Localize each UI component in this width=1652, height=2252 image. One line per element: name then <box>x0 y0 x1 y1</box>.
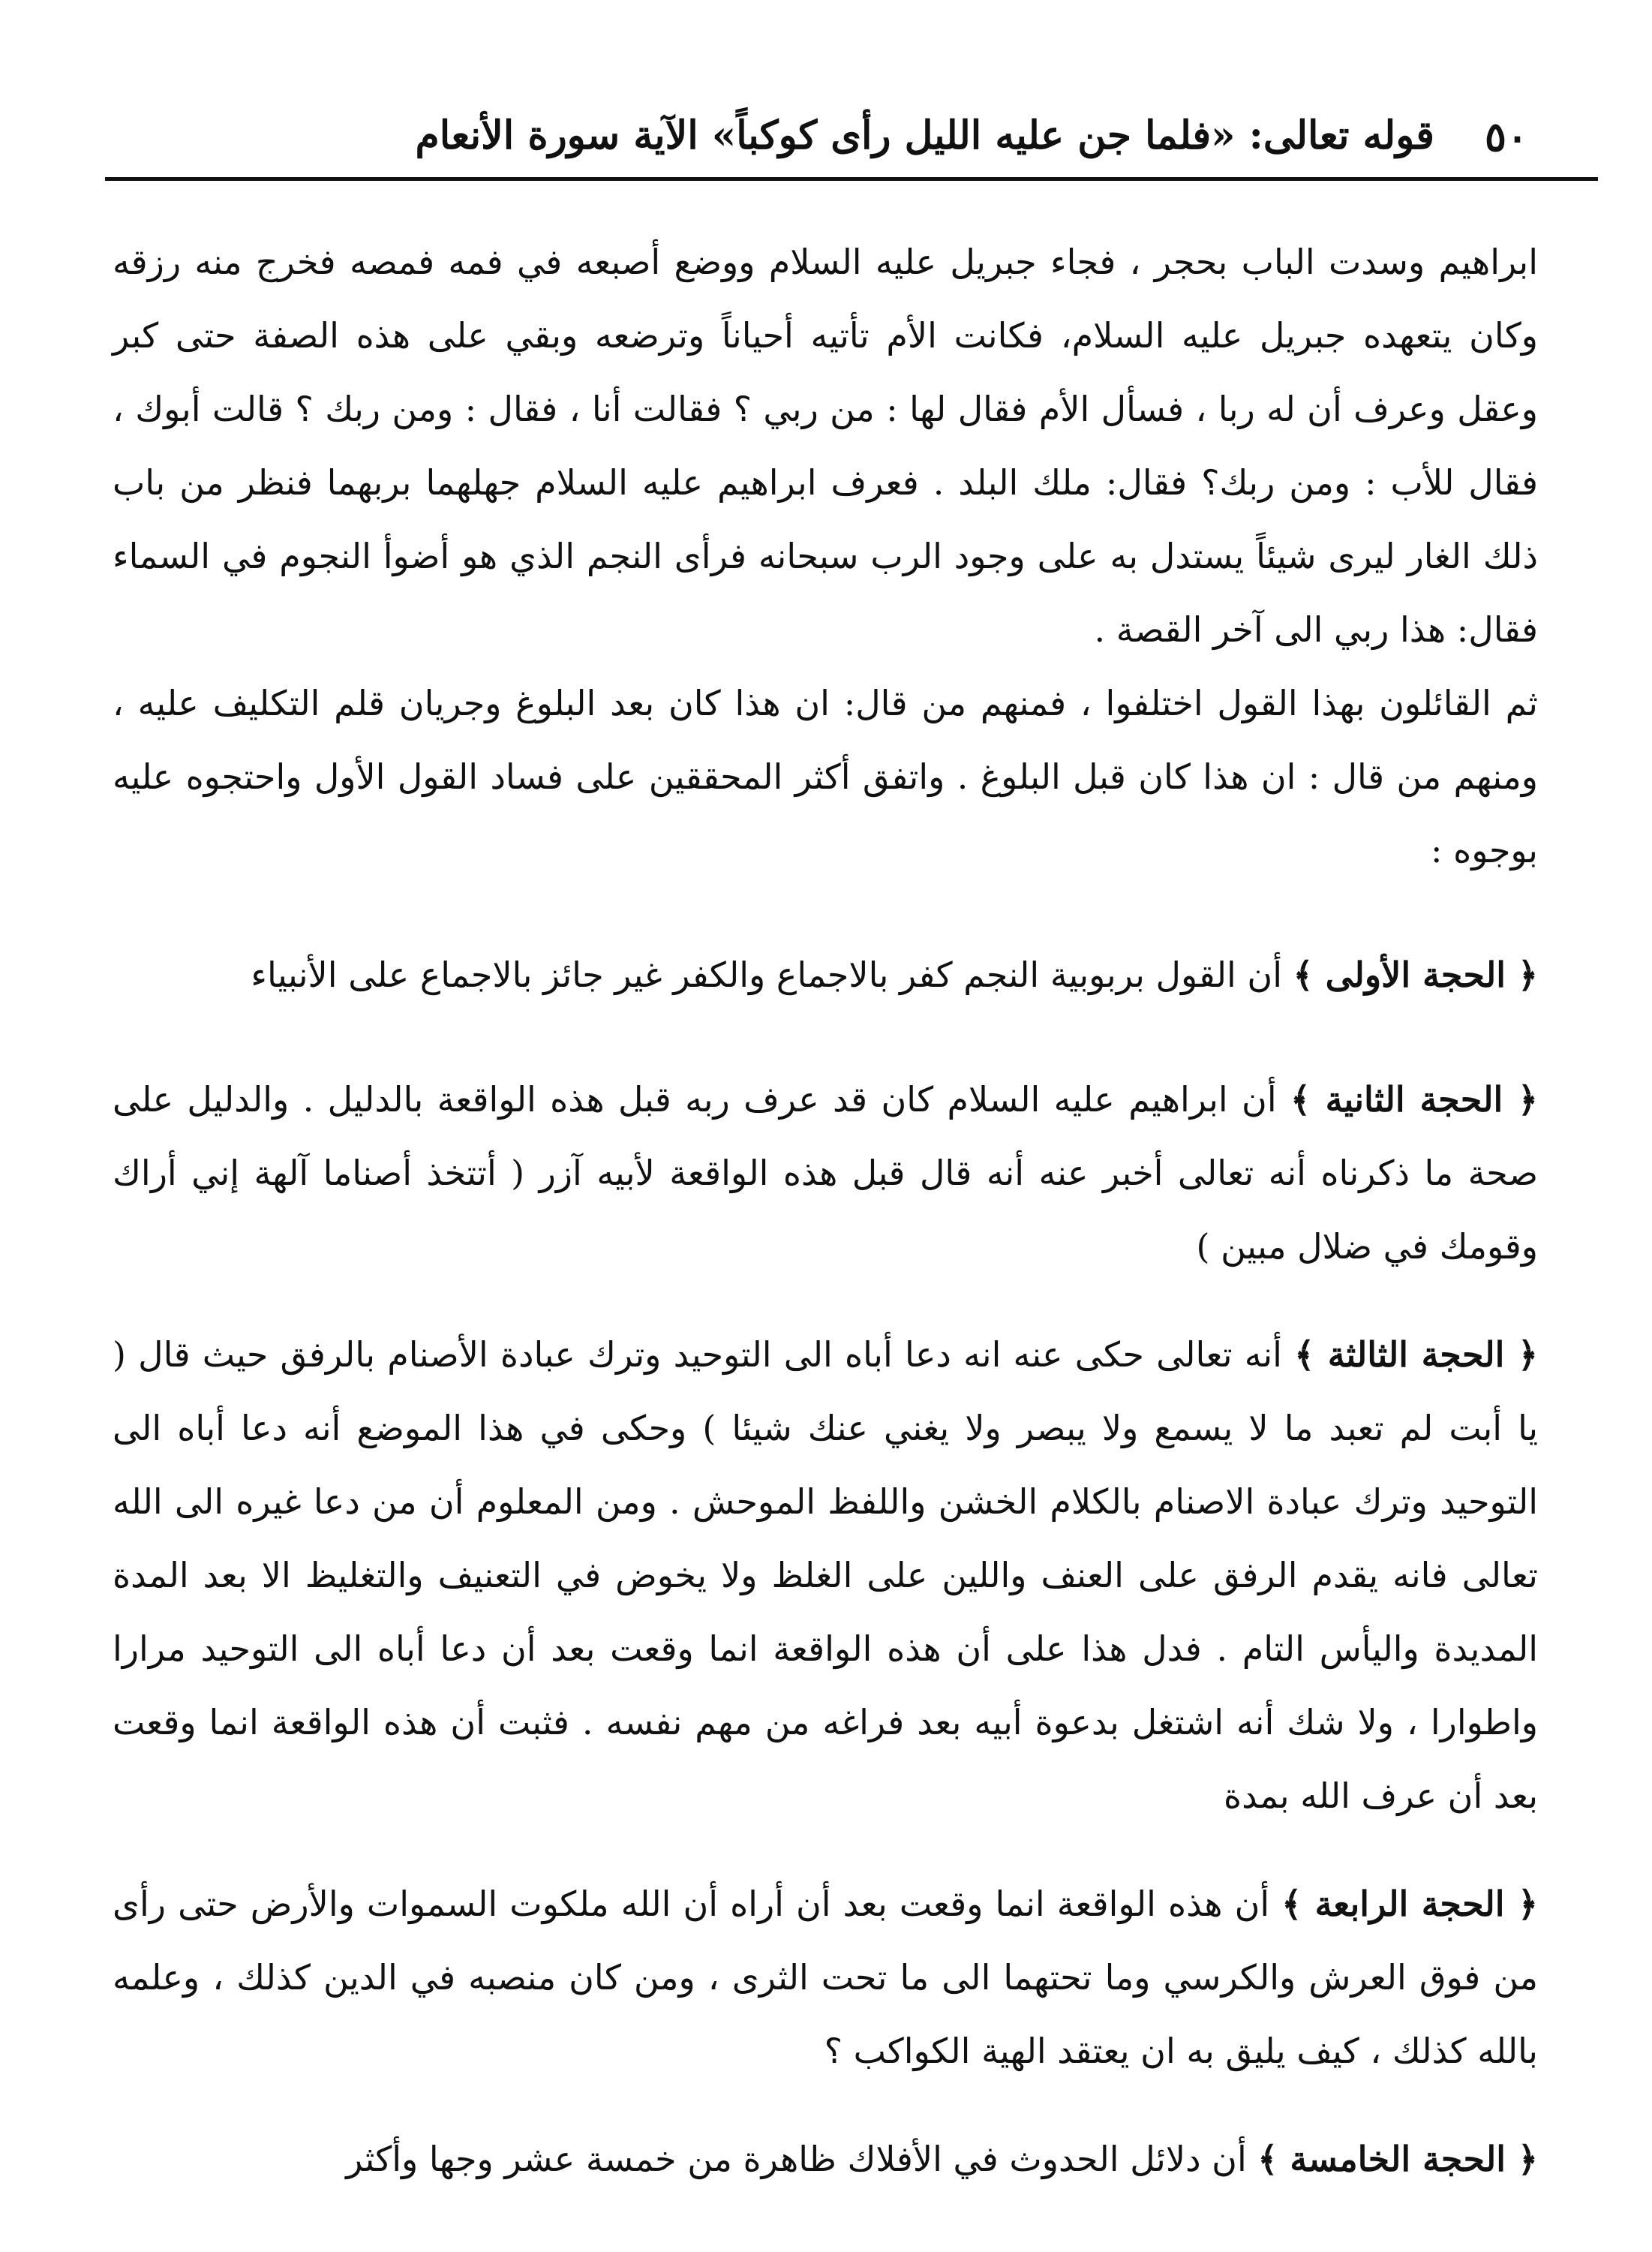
proof-1-title: ﴿ الحجة الأولى ﴾ <box>1293 955 1538 995</box>
proof-5-text: أن دلائل الحدوث في الأفلاك ظاهرة من خمسة عشر وجها وأكثر <box>346 2139 1258 2179</box>
proof-2-text: أن ابراهيم عليه السلام كان قد عرف ربه قبل هذه الواقعة بالدليل . والدليل على صحة ما ذكرناه أنه تعالى أخبر عنه أنه قال قبل هذه الواقعة لأبيه آزر ( أتتخذ أصناما آلهة إني أراك وقومك في ضلال مبين ) <box>113 1079 1538 1267</box>
proof-2 <box>113 1063 1538 1283</box>
proof-3 <box>113 1318 1538 1833</box>
proof-5 <box>113 2122 1538 2196</box>
page-number: ٥٠ <box>1484 113 1528 161</box>
running-header-title: قوله تعالى: «فلما جن عليه الليل رأى كوكباً» الآية سورة الأنعام <box>415 113 1434 158</box>
page-body <box>113 225 1538 2196</box>
proof-5-title: ﴿ الحجة الخامسة ﴾ <box>1257 2139 1538 2179</box>
paragraph-disagreement: ثم القائلون بهذا القول اختلفوا ، فمنهم من قال: ان هذا كان بعد البلوغ وجريان قلم التكليف عليه ، ومنهم من قال : ان هذا كان قبل البلوغ . واتفق أكثر المحققين على فساد القول الأول واحتجوه عليه بوجوه : <box>113 683 1538 870</box>
proof-4 <box>113 1867 1538 2088</box>
proof-1-text: أن القول بربوبية النجم كفر بالاجماع والكفر غير جائز بالاجماع على الأنبياء <box>251 955 1293 995</box>
proof-2-title: ﴿ الحجة الثانية ﴾ <box>1290 1079 1538 1120</box>
proof-3-title: ﴿ الحجة الثالثة ﴾ <box>1294 1334 1538 1375</box>
proof-4-text: أن هذه الواقعة انما وقعت بعد أن أراه أن الله ملكوت السموات والأرض حتى رأى من فوق العرش والكرسي وما تحتهما الى ما تحت الثرى ، ومن كان منصبه في الدين كذلك ، وعلمه بالله كذلك ، كيف يليق به ان يعتقد الهية الكواكب ؟ <box>113 1884 1538 2071</box>
proof-1 <box>113 938 1538 1012</box>
proof-3-text: أنه تعالى حكى عنه انه دعا أباه الى التوحيد وترك عبادة الأصنام بالرفق حيث قال ( يا أبت لم تعبد ما لا يسمع ولا يبصر ولا يغني عنك شيئا ) وحكى في هذا الموضع أنه دعا أباه الى التوحيد وترك عبادة الاصنام بالكلام الخشن واللفظ الموحش . ومن المعلوم أن من دعا غيره الى الله تعالى فانه يقدم الرفق على العنف واللين على الغلظ ولا يخوض في التعنيف والتغليظ الا بعد المدة المديدة واليأس التام . فدل هذا على أن هذه الواقعة انما وقعت بعد أن دعا أباه الى التوحيد مرارا واطوارا ، ولا شك أنه اشتغل بدعوة أبيه بعد فراغه من مهم نفسه . فثبت أن هذه الواقعة انما وقعت بعد أن عرف الله بمدة <box>113 1334 1538 1816</box>
header-divider <box>105 177 1598 181</box>
paragraph-story: ابراهيم وسدت الباب بحجر ، فجاء جبريل عليه السلام ووضع أصبعه في فمه فمصه فخرج منه رزقه وكان يتعهده جبريل عليه السلام، فكانت الأم تأتيه أحياناً وترضعه وبقي على هذه الصفة حتى كبر وعقل وعرف أن له ربا ، فسأل الأم فقال لها : من ربي ؟ فقالت أنا ، فقال : ومن ربك ؟ قالت أبوك ، فقال للأب : ومن ربك؟ فقال: ملك البلد . فعرف ابراهيم عليه السلام جهلهما بربهما فنظر من باب ذلك الغار ليرى شيئاً يستدل به على وجود الرب سبحانه فرأى النجم الذي هو أضوأ النجوم في السماء فقال: هذا ربي الى آخر القصة . <box>113 242 1538 650</box>
proof-4-title: ﴿ الحجة الرابعة ﴾ <box>1281 1884 1538 1924</box>
